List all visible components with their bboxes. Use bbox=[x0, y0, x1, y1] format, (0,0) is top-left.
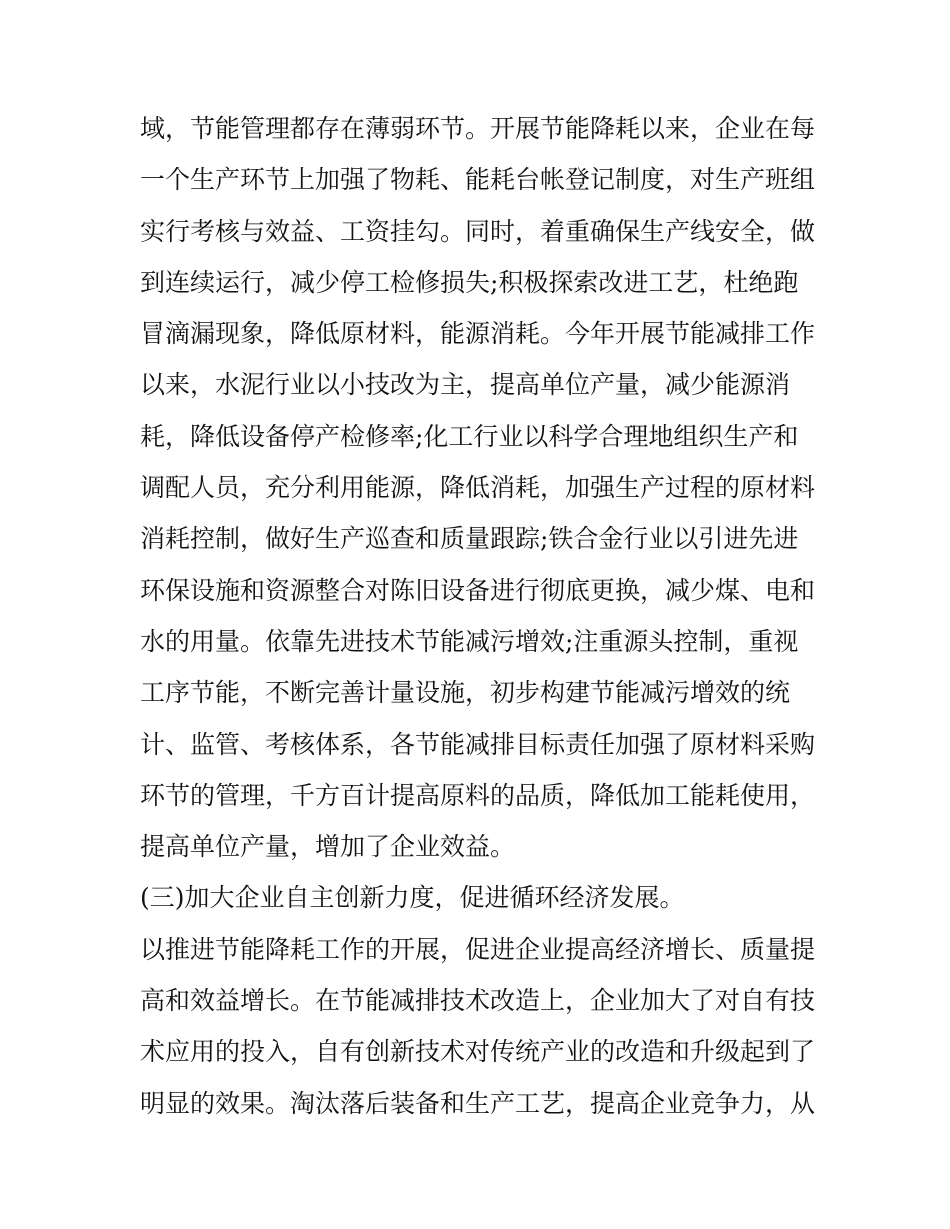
section-heading: (三)加大企业自主创新力度，促进循环经济发展。 bbox=[140, 883, 685, 913]
text-line-13: 计、监管、考核体系，各节能减排目标责任加强了原材料采购 bbox=[140, 729, 816, 759]
text-line-17: 以推进节能降耗工作的开展，促进企业提高经济增长、质量提 bbox=[140, 934, 816, 964]
text-line-19: 术应用的投入，自有创新技术对传统产业的改造和升级起到了 bbox=[140, 1037, 816, 1067]
text-line-1: 域，节能管理都存在薄弱环节。开展节能降耗以来，企业在每 bbox=[140, 114, 816, 143]
text-line-6: 以来，水泥行业以小技改为主，提高单位产量，减少能源消 bbox=[140, 370, 791, 400]
text-line-5: 冒滴漏现象，降低原材料，能源消耗。今年开展节能减排工作 bbox=[140, 319, 816, 349]
text-line-10: 环保设施和资源整合对陈旧设备进行彻底更换，减少煤、电和 bbox=[140, 575, 816, 605]
text-line-4: 到连续运行，减少停工检修损失;积极探索改进工艺，杜绝跑 bbox=[140, 267, 799, 297]
text-line-11: 水的用量。依靠先进技术节能减污增效;注重源头控制，重视 bbox=[140, 626, 799, 656]
text-line-2: 一个生产环节上加强了物耗、能耗台帐登记制度，对生产班组 bbox=[140, 165, 816, 195]
text-line-14: 环节的管理，千方百计提高原料的品质，降低加工能耗使用， bbox=[140, 780, 816, 810]
text-line-8: 调配人员，充分利用能源，降低消耗，加强生产过程的原材料 bbox=[140, 473, 816, 503]
text-line-3: 实行考核与效益、工资挂勾。同时，着重确保生产线安全，做 bbox=[140, 216, 816, 246]
text-line-15: 提高单位产量，增加了企业效益。 bbox=[140, 832, 516, 862]
text-line-18: 高和效益增长。在节能减排技术改造上，企业加大了对自有技 bbox=[140, 986, 816, 1016]
body-text bbox=[140, 103, 820, 1129]
text-line-12: 工序节能，不断完善计量设施，初步构建节能减污增效的统 bbox=[140, 678, 791, 708]
text-line-9: 消耗控制，做好生产巡查和质量跟踪;铁合金行业以引进先进 bbox=[140, 524, 799, 554]
text-line-7: 耗，降低设备停产检修率;化工行业以科学合理地组织生产和 bbox=[140, 421, 799, 451]
text-line-20: 明显的效果。淘汰落后装备和生产工艺，提高企业竞争力，从 bbox=[140, 1088, 816, 1118]
